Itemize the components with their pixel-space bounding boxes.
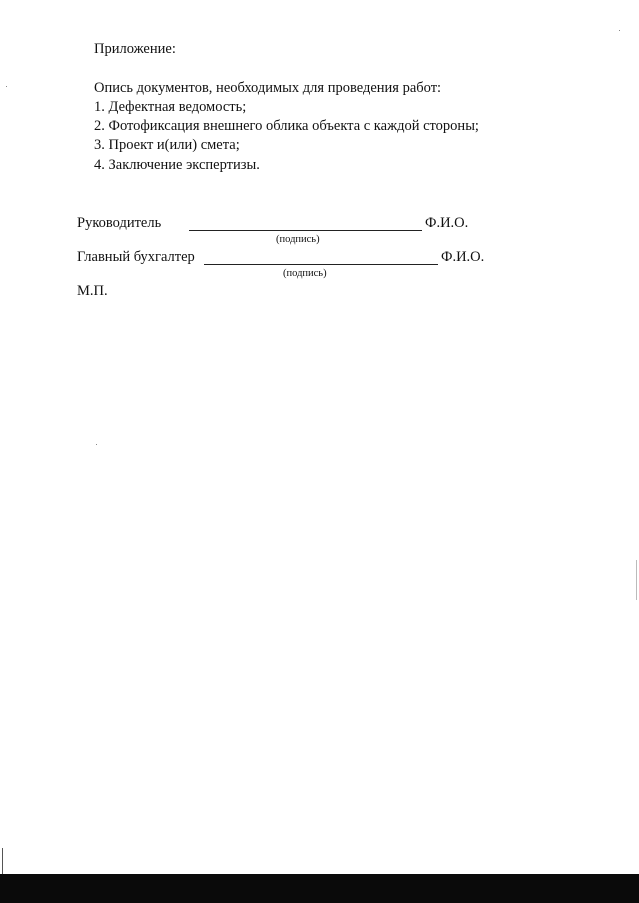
accountant-signature-caption: (подпись) — [283, 268, 327, 279]
director-label: Руководитель — [77, 215, 162, 231]
director-name-placeholder: Ф.И.О. — [425, 215, 469, 231]
appendix-heading: Приложение: — [94, 41, 176, 57]
director-signature-caption: (подпись) — [276, 234, 320, 245]
stamp-place-label: М.П. — [77, 283, 108, 299]
scan-edge-shadow — [636, 560, 637, 600]
scan-speck — [619, 30, 620, 31]
list-item: 4. Заключение экспертизы. — [94, 157, 260, 173]
scan-speck — [96, 444, 97, 445]
scan-bottom-border — [0, 874, 639, 903]
list-item: 2. Фотофиксация внешнего облика объекта с каждой стороны; — [94, 118, 479, 134]
list-item: 3. Проект и(или) смета; — [94, 137, 240, 153]
accountant-label: Главный бухгалтер — [77, 249, 195, 265]
list-title: Опись документов, необходимых для проведения работ: — [94, 80, 442, 96]
scan-speck — [6, 86, 7, 87]
director-signature-line — [189, 230, 422, 231]
list-item: 1. Дефектная ведомость; — [94, 99, 247, 115]
scan-edge-shadow — [2, 848, 3, 874]
accountant-name-placeholder: Ф.И.О. — [441, 249, 485, 265]
accountant-signature-line — [204, 264, 438, 265]
